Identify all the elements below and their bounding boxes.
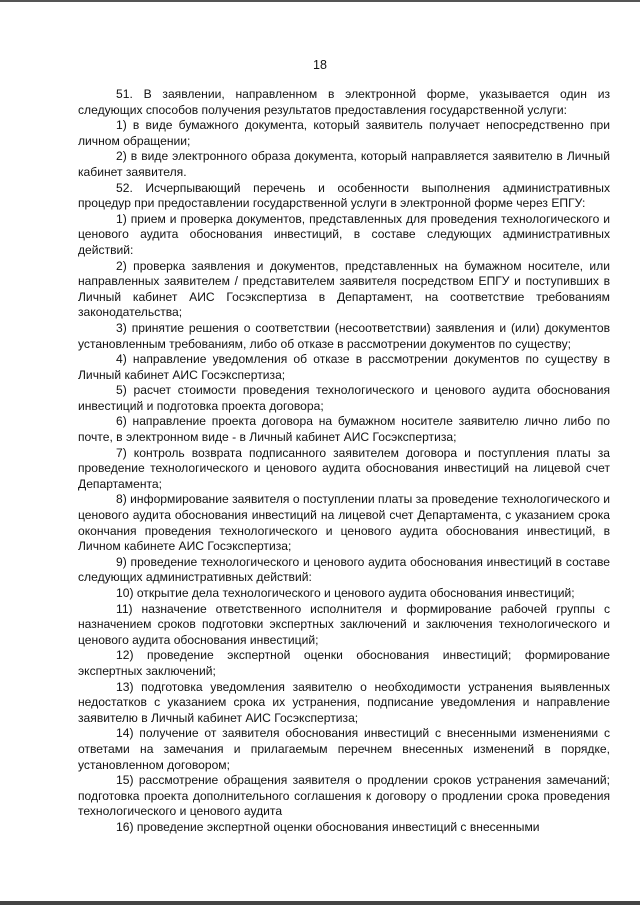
paragraph-52-item-15: 15) рассмотрение обращения заявителя о продлении сроков устранения замечаний; подготовка проекта дополнительного соглашения к договору о продлении срока проведения технологического и ценового аудита bbox=[78, 773, 610, 819]
paragraph-51-item-1: 1) в виде бумажного документа, который заявитель получает непосредственно при личном обращении; bbox=[78, 118, 610, 148]
paragraph-51-item-2: 2) в виде электронного образа документа, который направляется заявителю в Личный кабинет заявителя. bbox=[78, 149, 610, 179]
paragraph-52-item-12: 12) проведение экспертной оценки обоснования инвестиций; формирование экспертных заключений; bbox=[78, 648, 610, 678]
document-body bbox=[78, 87, 610, 836]
scan-top-edge bbox=[0, 0, 640, 2]
paragraph-52-item-16: 16) проведение экспертной оценки обоснования инвестиций с внесенными bbox=[116, 819, 540, 834]
paragraph-52-item-14: 14) получение от заявителя обоснования инвестиций с внесенными изменениями с ответами на замечания и прилагаемым перечнем внесенных изменений в порядке, установленном договором; bbox=[78, 726, 610, 772]
paragraph-52-item-11: 11) назначение ответственного исполнителя и формирование рабочей группы с назначением сроков подготовки экспертных заключений и заключения технологического и ценового аудита обоснования инвестиций; bbox=[78, 601, 610, 647]
paragraph-52-item-13: 13) подготовка уведомления заявителю о необходимости устранения выявленных недостатков с указанием срока их устранения, подписание уведомления и направление заявителю в Личный кабинет АИС Госэкспертиза; bbox=[78, 679, 610, 725]
scan-bottom-edge bbox=[0, 901, 640, 905]
paragraph-52-item-9: 9) проведение технологического и ценового аудита обоснования инвестиций в составе следующих административных действий: bbox=[78, 554, 610, 585]
paragraph-52-item-10: 10) открытие дела технологического и ценового аудита обоснования инвестиций; bbox=[116, 586, 575, 600]
paragraph-52-item-1: 1) прием и проверка документов, представленных для проведения технологического и ценового аудита обоснования инвестиций, в составе следующих административных действий: bbox=[78, 211, 610, 257]
paragraph-51: 51. В заявлении, направленном в электронной форме, указывается один из следующих способов получения результатов предоставления государственной услуги: bbox=[78, 87, 610, 117]
paragraph-52-item-2: 2) проверка заявления и документов, представленных на бумажном носителе, или направленных заявителем / представителем заявителя посредством ЕПГУ и поступивших в Личный кабинет АИС Госэкспертиза в Департамент, на соответствие требованиям законодательства; bbox=[78, 258, 610, 320]
page-number: 18 bbox=[313, 58, 327, 72]
paragraph-52-item-4: 4) направление уведомления об отказе в рассмотрении документов по существу в Личный кабинет АИС Госэкспертиза; bbox=[78, 352, 610, 382]
paragraph-52-item-7: 7) контроль возврата подписанного заявителем договора и поступления платы за проведение технологического и ценового аудита обоснования инвестиций на лицевой счет Департамента; bbox=[78, 445, 610, 491]
paragraph-52-item-6: 6) направление проекта договора на бумажном носителе заявителю лично либо по почте, в электронном виде - в Личный кабинет АИС Госэкспертиза; bbox=[78, 414, 610, 445]
paragraph-52: 52. Исчерпывающий перечень и особенности выполнения административных процедур при предоставлении государственной услуги в электронной форме через ЕПГУ: bbox=[78, 180, 610, 211]
paragraph-52-item-8: 8) информирование заявителя о поступлении платы за проведение технологического и ценового аудита обоснования инвестиций на лицевой счет Департамента, с указанием срока окончания проведения технологического и ценового аудита обоснования инвестиций, в Личном кабинете АИС Госэкспертиза; bbox=[78, 492, 610, 554]
paragraph-52-item-3: 3) принятие решения о соответствии (несоответствии) заявления и (или) документов установленным требованиям, либо об отказе в рассмотрении документов по существу; bbox=[78, 320, 610, 351]
paragraph-52-item-5: 5) расчет стоимости проведения технологического и ценового аудита обоснования инвестиций и подготовка проекта договора; bbox=[78, 383, 610, 413]
